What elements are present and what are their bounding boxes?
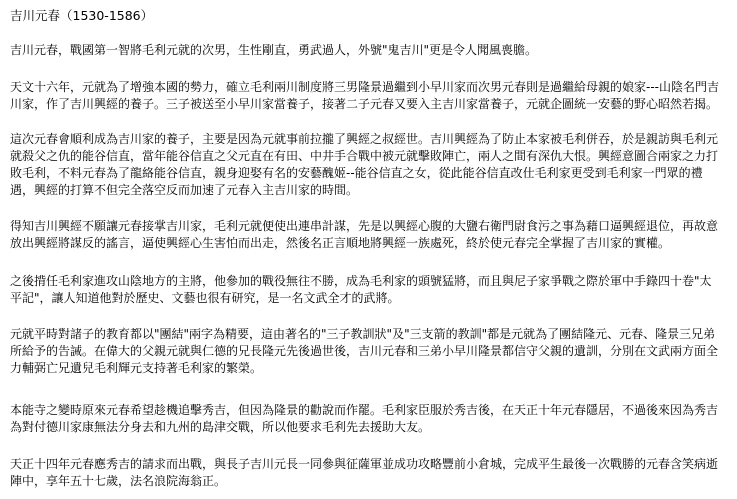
paragraph-adoption: 天文十六年，元就為了增強本國的勢力，確立毛利兩川制度將三男隆景過繼到小早川家而次男元春則是過繼給母親的娘家---山陰名門吉川家，作了吉川興經的養子。三子被送至小早川家當養子，接著二子元春又要入主吉川家當養子，元就企圖統一安藝的野心昭然若揭。 [10,80,719,111]
paragraph-sanin-campaign: 之後揹任毛利家進攻山陰地方的主將，他參加的戰役無往不勝，成為毛利家的頭號猛將，而且與尼子家爭戰之際於軍中手錄四十卷"太平記"，讓人知道他對於歷史、文藝也很有研究，是一名文武全才的武將。 [10,274,712,305]
paragraph-death: 天正十四年元春應秀吉的請求而出戰，與長子吉川元長一同參與征薩軍並成功攻略豐前小倉城，完成平生最後一次戰勝的元春含笑病逝陣中，享年五十七歲，法名浪院海翁正。 [10,457,719,488]
paragraph-intro: 吉川元春，戰國第一智將毛利元就的次男，生性剛直，勇武過人，外號"鬼吉川"更是令人聞風喪膽。 [10,43,538,57]
paragraph-honnoji: 本能寺之變時原來元春希望趁機追擊秀吉，但因為隆景的勸說而作罷。毛利家臣服於秀吉後，在天正十年元春隱居，不過後來因為秀吉為對付德川家康無法分身去和九州的島津交戰，所以他要求毛利先去援助大友。 [10,403,719,434]
paragraph-kumagai: 這次元春會順利成為吉川家的養子，主要是因為元就事前拉攏了興經之叔經世。吉川興經為了防止本家被毛利併吞，於是親訪與毛利元就殺父之仇的能谷信直，當年能谷信直之父元直在有田、中井手合戰中被元就擊敗陣亡，兩人之間有深仇大恨。興經意圖合兩家之力打敗毛利，不料元春為了龍絡能谷信直，親身迎娶有名的安藝醜姬--能谷信直之女，從此能谷信直改仕毛利家更受到毛利家一門眾的禮遇，興經的打算不但完全落空反而加速了元春入主吉川家的時間。 [10,132,719,197]
article-title: 吉川元春（1530-1586） [10,8,154,23]
paragraph-okitsune: 得知吉川興經不願讓元春接掌吉川家，毛利元就便使出連串計謀，先是以興經心腹的大鹽右衛門尉食污之事為藉口逼興經退位，再故意放出興經將謀反的謠言，逼使興經心生害怕而出走，然後名正言順地將興經一族處死，終於使元春完全掌握了吉川家的實權。 [10,219,719,250]
paragraph-three-arrows: 元就平時對諸子的教育都以"團結"兩字為精要，這由著名的"三子教訓狀"及"三支箭的教訓"都是元就為了團結隆元、元春、隆景三兄弟所給予的告誡。在偉大的父親元就與仁德的兄長隆元先後過世後，吉川元春和三弟小早川隆景都信守父親的遺訓，分別在文武兩方面全力輔弼亡兄遺兒毛利輝元支持著毛利家的繁榮。 [10,327,719,375]
